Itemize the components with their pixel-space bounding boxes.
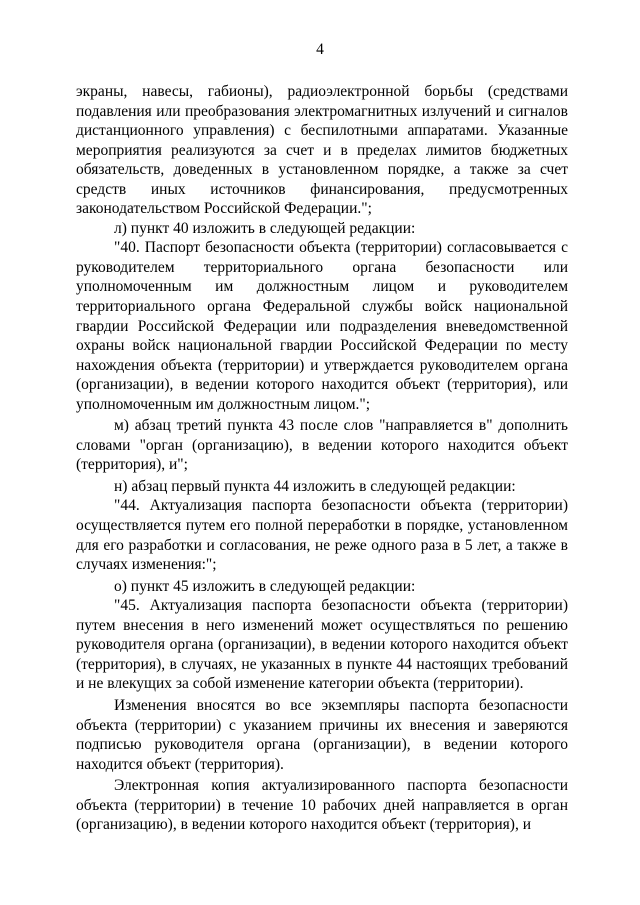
paragraph-item-l: л) пункт 40 изложить в следующей редакции: (114, 219, 416, 237)
paragraph-clause-45: "45. Актуализация паспорта безопасности объекта (территории) путем внесения в него изменений может осуществляться по решению руководителя органа (организации), в ведении которого находится объект (территория), в случаях, не указанных в пункте 44 настоящих требований и не влекущих за собой изменение категории объекта (территории). (76, 597, 568, 693)
paragraph-item-n: н) абзац первый пункта 44 изложить в следующей редакции: (114, 477, 516, 495)
page-number: 4 (316, 41, 324, 58)
paragraph-item-m: м) абзац третий пункта 43 после слов "направляется в" дополнить словами "орган (организацию), в ведении которого находится объект (территория), и"; (76, 417, 568, 474)
paragraph-continuation: экраны, навесы, габионы), радиоэлектронной борьбы (средствами подавления или преобразования электромагнитных излучений и сигналов дистанционного управления) с беспилотными аппаратами. Указанные мероприятия реализуются за счет и в пределах лимитов бюджетных обязательств, доведенных в установленном порядке, а также за счет средств иных источников финансирования, предусмотренных законодательством Российской Федерации."; (76, 83, 568, 218)
paragraph-changes: Изменения вносятся во все экземпляры паспорта безопасности объекта (территории) с указанием причины их внесения и заверяются подписью руководителя органа (организации), в ведении которого находится объект (территория). (76, 696, 568, 773)
paragraph-clause-44: "44. Актуализация паспорта безопасности объекта (территории) осуществляется путем его полной переработки в порядке, установленном для его разработки и согласования, не реже одного раза в 5 лет, а также в случаях изменения:"; (76, 497, 568, 574)
document-body (76, 82, 568, 835)
paragraph-electronic-copy: Электронная копия актуализированного паспорта безопасности объекта (территории) в течение 10 рабочих дней направляется в орган (организацию), в ведении которого находится объект (территория), и (76, 777, 568, 834)
paragraph-item-o: о) пункт 45 изложить в следующей редакции: (114, 577, 416, 595)
paragraph-clause-40: "40. Паспорт безопасности объекта (территории) согласовывается с руководителем территориального органа безопасности или уполномоченным им должностным лицом и руководителем территориального органа Федеральной службы войск национальной гвардии Российской Федерации или подразделения вневедомственной охраны войск национальной гвардии Российской Федерации по месту нахождения объекта (территории) и утверждается руководителем органа (организации), в ведении которого находится объект (территория), или уполномоченным им должностным лицом."; (76, 239, 568, 413)
